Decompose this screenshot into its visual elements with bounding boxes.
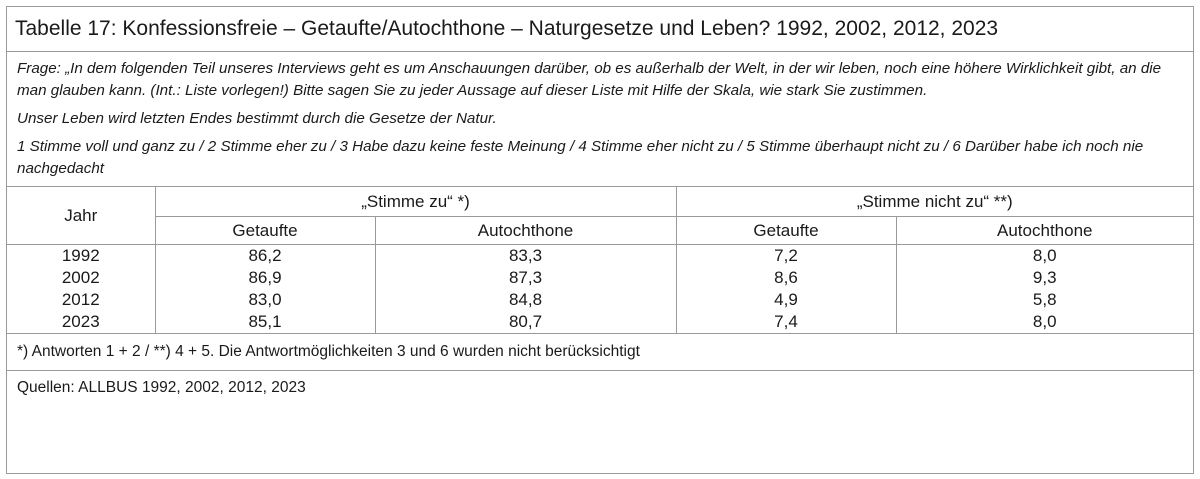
subheader-autochthone-disagree: Autochthone: [896, 217, 1193, 245]
table-row: [7, 267, 1193, 289]
table-frame: [6, 6, 1194, 474]
year-cell: 2012: [61, 290, 100, 309]
value-cell: 86,2: [155, 245, 375, 268]
table-title: Tabelle 17: Konfessionsfreie – Getaufte/Autochthone – Naturgesetze und Leben? 1992, 2002, 2012, 2023: [7, 7, 1193, 52]
value-cell: 84,8: [375, 289, 676, 311]
year-cell: 1992: [7, 245, 155, 268]
value-cell: 4,9: [676, 289, 896, 311]
value-cell: 83,0: [155, 289, 375, 311]
data-table: [7, 186, 1193, 333]
question-block: [7, 52, 1193, 186]
footnote: *) Antworten 1 + 2 / **) 4 + 5. Die Antwortmöglichkeiten 3 und 6 wurden nicht berücksichtigt: [7, 333, 1193, 370]
source-note: Quellen: ALLBUS 1992, 2002, 2012, 2023: [7, 370, 1193, 405]
value-cell: 86,9: [155, 267, 375, 289]
value-cell: 8,6: [676, 267, 896, 289]
value-cell: 5,8: [896, 289, 1193, 311]
value-cell: 80,7: [375, 311, 676, 333]
subheader-getaufte-agree: Getaufte: [155, 217, 375, 245]
answer-scale: 1 Stimme voll und ganz zu / 2 Stimme eher zu / 3 Habe dazu keine feste Meinung / 4 Stimme eher nicht zu / 5 Stimme überhaupt nicht zu / 6 Darüber habe ich noch nie nachgedacht: [17, 138, 1144, 177]
question-statement: Unser Leben wird letzten Endes bestimmt durch die Gesetze der Natur.: [17, 110, 497, 127]
value-cell: 8,0: [896, 245, 1193, 268]
year-cell: 2023: [61, 312, 100, 331]
value-cell: 9,3: [896, 267, 1193, 289]
value-cell: 7,4: [676, 311, 896, 333]
year-cell: 2002: [61, 268, 100, 287]
value-cell: 85,1: [155, 311, 375, 333]
table-row: [7, 289, 1193, 311]
value-cell: 87,3: [375, 267, 676, 289]
value-cell: 8,0: [896, 311, 1193, 333]
group-header-disagree: „Stimme nicht zu“ **): [676, 187, 1193, 217]
group-header-agree: „Stimme zu“ *): [155, 187, 676, 217]
value-cell: 7,2: [676, 245, 896, 268]
year-header: Jahr: [7, 187, 155, 245]
value-cell: 83,3: [375, 245, 676, 268]
table-row: [7, 245, 1193, 268]
subheader-getaufte-disagree: Getaufte: [676, 217, 896, 245]
subheader-autochthone-agree: Autochthone: [375, 217, 676, 245]
table-row: [7, 311, 1193, 333]
question-intro: Frage: „In dem folgenden Teil unseres Interviews geht es um Anschauungen darüber, ob es außerhalb der Welt, in der wir leben, noch eine höhere Wirklichkeit gibt, an die man glauben kann. (Int.: Liste vorlegen!) Bitte sagen Sie zu jeder Aussage auf dieser Liste mit Hilfe der Skala, wie stark Sie zustimmen.: [17, 60, 1162, 99]
